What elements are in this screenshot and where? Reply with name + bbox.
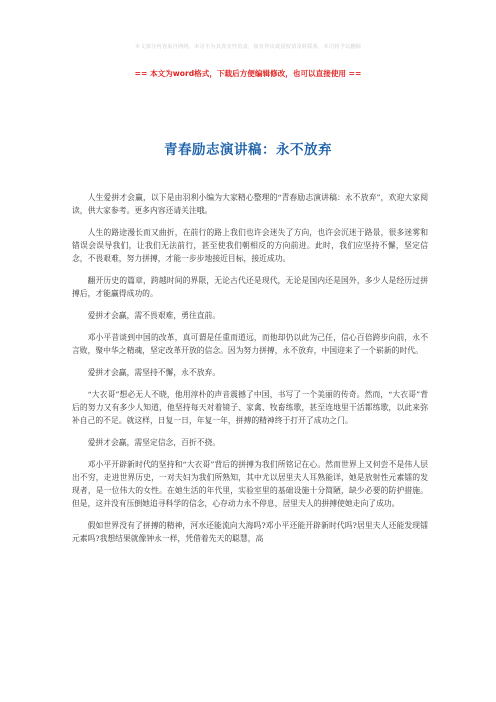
paragraph: 爱拼才会赢，需坚定信念，百折不挠。 xyxy=(87,437,221,447)
download-notice: == 本文为word格式，下载后方便编辑修改，也可以直接使用 == xyxy=(134,69,362,78)
paragraph: 人生的路途漫长而又曲折，在前行的路上我们也许会迷失了方向，也许会沉迷于路景，很多迷雾和错误会误导我们，让我们无法前行，甚至使我们朝相反的方向前进。此时，我们应坚持不懈，坚定信念，不畏艰难，努力拼搏，才能一步步地接近目标，接近成功。 xyxy=(72,227,428,264)
paragraph: “大衣哥”想必无人不晓，他用淳朴的声音震撼了中国，书写了一个美丽的传奇。然而，“大衣哥”背后的努力又有多少人知道，他坚持每天对着镜子、家禽、牧畜练歌，甚至连地里干活都练歌，以此来弥补自己的不足。就这样，日复一日，年复一年，拼搏的精神终于打开了成功之门。 xyxy=(72,389,428,425)
paragraph: 邓小平开辟新时代的坚持和“大衣哥”背后的拼搏为我们所铭记在心。然而世界上又何尝不是伟人层出不穷，走进世界历史，一对夫妇为我们所熟知，其中尤以居里夫人耳熟能详，她是放射性元素镭的发现者，是一位伟大的女性。在她生活的年代里，实验室里的基础设施十分简陋，缺少必要的防护措施。但是，这并没有压倒她追寻科学的信念，心存动力永不停息，居里夫人的拼搏使她走向了成功。 xyxy=(72,459,428,509)
paragraph: 假如世界没有了拼搏的精神，河水还能流向大海吗?邓小平还能开辟新时代吗?居里夫人还能发现镭元素吗?我想结果就像钟永一样，凭借着先天的聪慧，高 xyxy=(72,520,428,544)
paragraph: 人生爱拼才会赢，以下是由羽利小编为大家精心整理的“青春励志演讲稿：永不放弃”，欢迎大家阅读，供大家参考。更多内容还请关注哦。 xyxy=(72,193,428,216)
paragraph: 翻开历史的篇章，跨越时间的界限，无论古代还是现代，无论是国内还是国外，多少人是经历过拼搏后，才能赢得成功的。 xyxy=(72,276,428,299)
paragraph: 爱拼才会赢，需坚持不懈，永不放弃。 xyxy=(87,367,221,377)
paragraph: 爱拼才会赢，需不畏艰难，勇往直前。 xyxy=(87,311,221,321)
paragraph: 邓小平昔谈到中国的改革，真可谓是任重而道远，而他却仍以此为己任，信心百倍跨步向前，永不言败，聚中华之精魂，坚定改革开放的信念。因为努力拼搏，永不放弃，中国迎来了一个崭新的时代。 xyxy=(72,332,428,356)
disclaimer-text: 本文部分内容来自网络，本司不为其真实性负责，如有异议或侵权请及时联系，本司将予以删除 xyxy=(134,44,362,50)
document-title: 青春励志演讲稿：永不放弃 xyxy=(164,142,332,158)
document-body xyxy=(72,191,428,554)
